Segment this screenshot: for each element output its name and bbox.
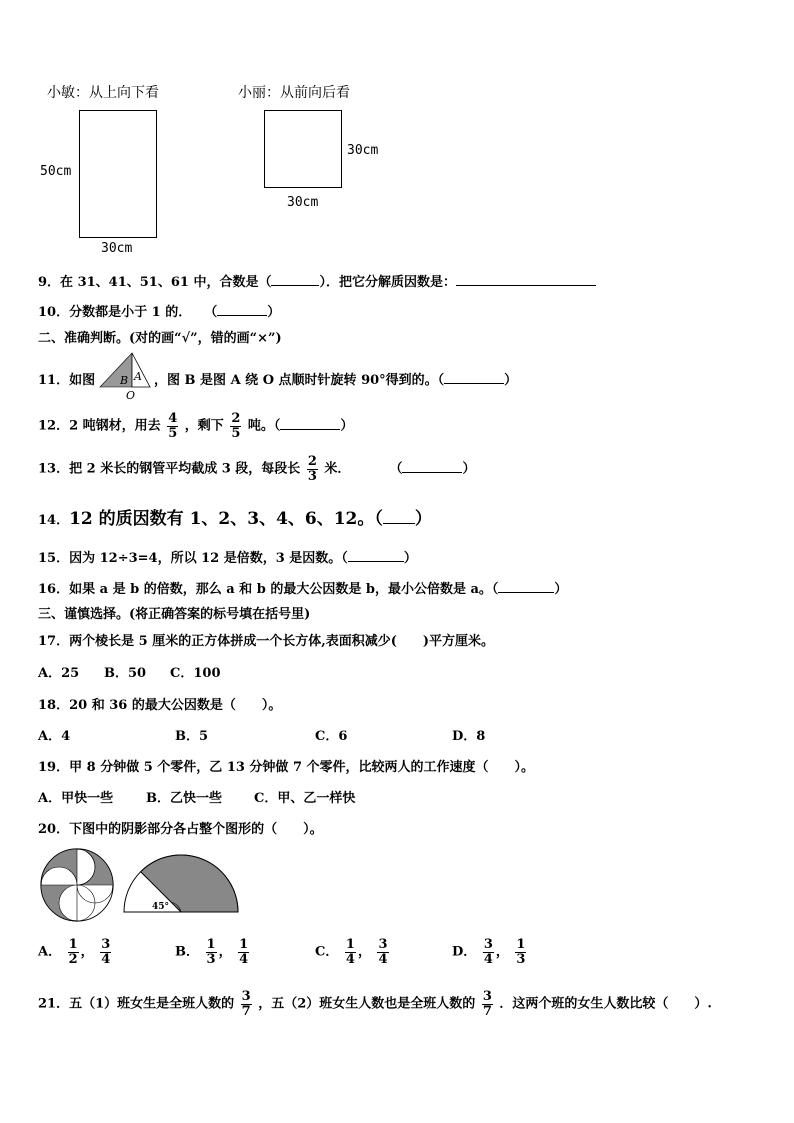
question-11-rest: ，图 B 是图 A 绕 O 点顺时针旋转 90°得到的。（ ） [154, 373, 518, 388]
q18-option-c[interactable]: C．6 [315, 729, 348, 744]
q20-option-b[interactable]: B． $\frac{1}{3}$ ， $\frac{1}{4}$ [175, 937, 249, 967]
semicircle-sector-figure [122, 848, 242, 914]
q20-option-a[interactable]: A． $\frac{1}{2}$ ， $\frac{3}{4}$ [38, 937, 111, 967]
question-16: 16．如果 a 是 b 的倍数，那么 a 和 b 的最大公因数是 b，最小公倍数是 a。（ ） [38, 582, 568, 597]
answer-blank-13[interactable] [402, 472, 462, 473]
swirl-circle-figure [38, 846, 116, 924]
question-15: 15．因为 12÷3=4，所以 12 是倍数，3 是因数。（ ） [38, 551, 417, 566]
question-13: 13．把 2 米长的钢管平均截成 3 段，每段长 $\frac{2}{3}$ 米． （ ） [38, 454, 476, 484]
section-3-heading: 三、谨慎选择。(将正确答案的标号填在括号里) [38, 607, 311, 622]
angle-label: 45° [152, 902, 170, 912]
rotation-triangle-figure [96, 350, 154, 400]
answer-blank-11[interactable] [444, 383, 504, 384]
q17-option-b[interactable]: B．50 [104, 666, 147, 681]
q19-option-a[interactable]: A．甲快一些 [38, 791, 114, 806]
label-o: O [126, 389, 136, 400]
dim-50cm: 50cm [40, 164, 72, 179]
top-view-rectangle [79, 110, 157, 238]
answer-blank-10[interactable] [217, 315, 267, 316]
question-20: 20．下图中的阴影部分各占整个图形的（ ）。 [38, 822, 323, 837]
label-a: A [134, 370, 142, 383]
section-2-heading: 二、准确判断。(对的画“√”，错的画“×”) [38, 331, 282, 346]
answer-blank-14[interactable] [383, 523, 415, 524]
question-10: 10．分数都是小于 1 的． （ ） [38, 305, 281, 320]
answer-blank-9[interactable] [456, 285, 596, 286]
q18-option-a[interactable]: A．4 [38, 729, 71, 744]
dim-30cm-right: 30cm [347, 143, 379, 158]
q19-option-c[interactable]: C．甲、乙一样快 [254, 791, 356, 806]
q20-option-c[interactable]: C． $\frac{1}{4}$ ， $\frac{3}{4}$ [315, 937, 388, 967]
q18-option-d[interactable]: D．8 [452, 729, 486, 744]
question-18: 18．20 和 36 的最大公因数是（ ）。 [38, 698, 282, 713]
q17-option-c[interactable]: C．100 [170, 666, 221, 681]
xiaomin-label: 小敏：从上向下看 [47, 85, 159, 101]
answer-blank-16[interactable] [498, 592, 554, 593]
dim-30cm-bottom: 30cm [101, 241, 133, 256]
q19-option-b[interactable]: B．乙快一些 [146, 791, 222, 806]
xiaoli-label: 小丽：从前向后看 [238, 85, 350, 101]
question-17: 17．两个棱长是 5 厘米的正方体拼成一个长方体,表面积减少( )平方厘米。 [38, 634, 495, 649]
question-11: 11．如图 [38, 373, 96, 388]
front-view-square [264, 110, 342, 188]
question-21: 21．五（1）班女生是全班人数的 $\frac{3}{7}$ ，五（2）班女生人数也是全班人数的 $\frac{3}{7}$ ．这两个班的女生人数比较（ ）. [38, 989, 712, 1019]
q18-option-b[interactable]: B．5 [175, 729, 209, 744]
question-12: 12．2 吨钢材，用去 $\frac{4}{5}$ ，剩下 $\frac{2}{5}$ 吨。（ ） [38, 411, 354, 441]
dim-30cm-square-bottom: 30cm [287, 195, 319, 210]
label-b: B [120, 374, 129, 387]
answer-blank-15[interactable] [348, 561, 404, 562]
answer-blank-12[interactable] [280, 429, 340, 430]
question-14: 14．12 的质因数有 1、2、3、4、6、12。（ ） [38, 509, 432, 529]
question-9: 9．在 31、41、51、61 中，合数是（ ）．把它分解质因数是： [38, 271, 596, 290]
q17-option-a[interactable]: A．25 [38, 666, 80, 681]
question-19: 19．甲 8 分钟做 5 个零件，乙 13 分钟做 7 个零件，比较两人的工作速度（ ）。 [38, 760, 535, 775]
q20-option-d[interactable]: D． $\frac{3}{4}$ ， $\frac{1}{3}$ [452, 937, 526, 967]
